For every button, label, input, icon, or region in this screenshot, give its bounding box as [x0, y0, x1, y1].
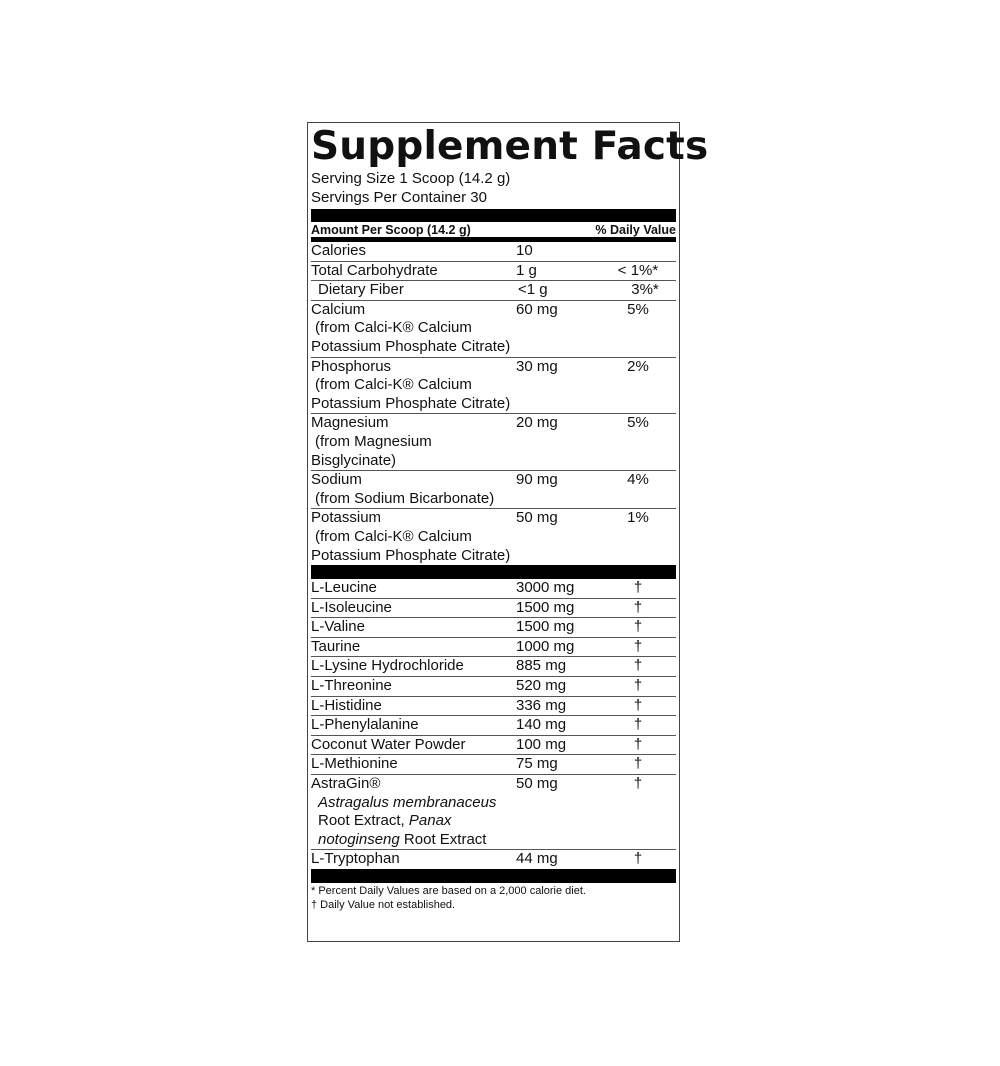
- nutrient-name: Phosphorus: [311, 357, 392, 375]
- nutrient-amount: 10: [516, 242, 533, 259]
- servings-per-container: Servings Per Container 30: [311, 189, 487, 206]
- nutrient-amount: 30 mg: [516, 357, 558, 375]
- nutrient-source: (from Sodium Bicarbonate): [315, 489, 495, 507]
- nutrient-table: [311, 242, 676, 565]
- ingredient-amount: 520 mg: [516, 677, 567, 695]
- ingredient-amount: 1000 mg: [516, 637, 575, 655]
- nutrient-amount: 20 mg: [516, 414, 558, 432]
- nutrient-source: (from Calci-K® Calcium Potassium Phosphate Citrate): [311, 319, 511, 355]
- nutrient-amount: 1 g: [516, 261, 537, 279]
- ingredient-name: Taurine: [311, 637, 361, 655]
- ingredient-name: Coconut Water Powder: [311, 735, 466, 753]
- ingredient-amount: 336 mg: [516, 696, 567, 714]
- ingredient-dv: †: [633, 579, 643, 597]
- serving-size: Serving Size 1 Scoop (14.2 g): [311, 170, 511, 187]
- ingredient-amount: 1500 mg: [516, 618, 575, 636]
- ingredient-detail: notoginseng: [318, 830, 400, 848]
- table-row: [311, 716, 676, 736]
- nutrient-dv: 3%*: [631, 281, 659, 299]
- ingredient-dv: †: [633, 716, 643, 734]
- table-row: [311, 736, 676, 756]
- table-row: [311, 471, 676, 509]
- ingredient-dv: †: [633, 677, 643, 695]
- ingredient-name: L-Phenylalanine: [311, 716, 419, 734]
- ingredient-amount: 885 mg: [516, 657, 567, 675]
- ingredient-dv: †: [633, 637, 643, 655]
- table-row: [311, 509, 676, 565]
- table-row: [311, 414, 676, 471]
- panel-title: Supplement Facts: [311, 124, 709, 169]
- ingredient-dv: †: [633, 755, 643, 773]
- table-row: [311, 618, 676, 638]
- table-row: [311, 850, 676, 869]
- ingredient-amount: 75 mg: [516, 755, 558, 773]
- ingredient-amount: 100 mg: [516, 735, 567, 753]
- ingredient-name: L-Leucine: [311, 579, 377, 597]
- ingredient-detail: Root Extract,: [318, 812, 405, 830]
- nutrient-dv: 2%: [627, 357, 649, 375]
- amount-per-header: Amount Per Scoop (14.2 g): [311, 223, 471, 237]
- table-row: [311, 599, 676, 619]
- ingredient-amount: 1500 mg: [516, 598, 575, 616]
- ingredient-dv: †: [633, 618, 643, 636]
- table-row: [311, 657, 676, 677]
- ingredient-amount: 44 mg: [516, 850, 558, 868]
- nutrient-dv: 5%: [627, 414, 649, 432]
- nutrient-name: Calcium: [311, 300, 366, 318]
- supplement-facts-panel: [307, 122, 709, 942]
- nutrient-amount: 50 mg: [516, 509, 558, 527]
- nutrient-source: (from Calci-K® Calcium Potassium Phosphate Citrate): [311, 527, 511, 564]
- ingredient-name: L-Histidine: [311, 696, 382, 714]
- table-row: [311, 281, 676, 301]
- nutrient-name: Sodium: [311, 471, 362, 489]
- ingredient-name: L-Valine: [311, 618, 365, 636]
- nutrient-dv: 5%: [627, 300, 649, 318]
- ingredient-amount: 140 mg: [516, 716, 567, 734]
- nutrient-name: Potassium: [311, 509, 382, 527]
- table-row: [311, 677, 676, 697]
- nutrient-source: (from Calci-K® Calcium Potassium Phosphate Citrate): [311, 376, 511, 412]
- ingredient-dv: †: [633, 598, 643, 616]
- ingredient-dv: †: [633, 696, 643, 714]
- footnote-percent: * Percent Daily Values are based on a 2,000 calorie diet.: [311, 885, 586, 897]
- ingredient-detail: Astragalus membranaceus: [318, 793, 497, 811]
- nutrient-name: Magnesium: [311, 414, 389, 432]
- ingredient-table: [311, 579, 676, 869]
- ingredient-dv: †: [633, 775, 643, 793]
- table-row: [311, 301, 676, 358]
- ingredient-name: L-Isoleucine: [311, 598, 392, 616]
- ingredient-detail: Root Extract: [403, 830, 487, 848]
- ingredient-dv: †: [633, 850, 643, 868]
- ingredient-amount: 3000 mg: [516, 579, 575, 597]
- ingredient-detail: Panax: [408, 812, 452, 830]
- table-row: [311, 358, 676, 415]
- nutrient-source: (from Magnesium Bisglycinate): [311, 432, 432, 469]
- nutrient-amount: 60 mg: [516, 300, 558, 318]
- nutrient-dv: [606, 242, 670, 261]
- table-row: [311, 638, 676, 658]
- ingredient-name: L-Methionine: [311, 755, 398, 773]
- ingredient-name: L-Threonine: [311, 677, 392, 695]
- table-row: [311, 697, 676, 717]
- nutrient-name: Dietary Fiber: [318, 281, 404, 299]
- nutrient-dv: 1%: [627, 509, 649, 527]
- ingredient-dv: †: [633, 657, 643, 675]
- nutrient-name: Calories: [311, 242, 367, 259]
- ingredient-name: L-Tryptophan: [311, 850, 400, 868]
- table-row: [311, 262, 676, 282]
- daily-value-header: % Daily Value: [595, 223, 676, 237]
- ingredient-dv: †: [633, 735, 643, 753]
- divider-bar: [311, 209, 676, 222]
- footnote-dagger: † Daily Value not established.: [311, 899, 456, 911]
- divider-bar: [311, 869, 676, 883]
- table-row: [311, 755, 676, 775]
- nutrient-dv: 4%: [627, 471, 649, 489]
- nutrient-amount: <1 g: [518, 281, 548, 299]
- nutrient-dv: < 1%*: [617, 261, 659, 279]
- ingredient-name: AstraGin®: [311, 775, 381, 793]
- ingredient-name: L-Lysine Hydrochloride: [311, 657, 464, 675]
- nutrient-name: Total Carbohydrate: [311, 261, 438, 279]
- table-row: [311, 242, 676, 262]
- column-header: [311, 222, 676, 237]
- table-row: [311, 775, 676, 850]
- table-row: [311, 579, 676, 599]
- ingredient-amount: 50 mg: [516, 775, 558, 793]
- divider-bar: [311, 565, 676, 579]
- nutrient-amount: 90 mg: [516, 471, 558, 489]
